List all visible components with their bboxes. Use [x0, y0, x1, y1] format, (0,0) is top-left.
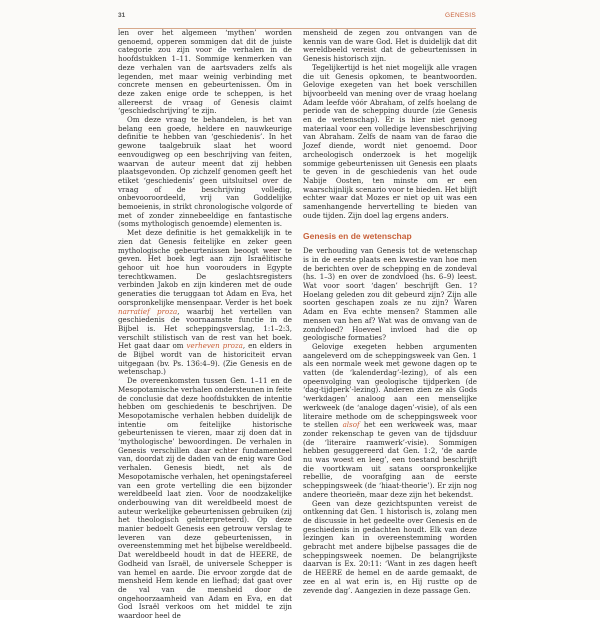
glossary-term: verheven proza — [186, 341, 243, 351]
emphasis-term: alsof — [342, 420, 360, 430]
glossary-term: narratief proza — [118, 306, 178, 316]
paragraph-text: het een werkweek was, maar zonder rekenschap te geven van de tijdsduur (de ‘literaire raamwerk’-visie). Sommigen hebben gesuggereerd dat Gen. 1:2, ‘de aarde nu was woest en leeg’, een toestand beschrijft die voortkwam uit satans oorspronkelijke rebellie, de voorafging aan de eerste scheppingsweek (de ‘hiaat-theorie’). Er zijn nog andere theorieën, maar deze zijn het bekendst. — [303, 420, 477, 499]
left-column — [118, 29, 292, 621]
paragraph: len over het algemeen ‘mythen’ worden genoemd, opperen sommigen dat dit de juiste categorie zou zijn voor de verhalen in de hoofdstukken 1–11. Sommige kenmerken van deze verhalen van de aartsvaders zelfs als legenden, met maar weinig verbinding met concrete mensen en gebeurtenissen. Om in deze zaken enige orde te scheppen, is het allereerst de vraag of Genesis claimt ‘geschiedschrijving’ te zijn. — [118, 28, 292, 116]
page-number: 31 — [118, 12, 126, 19]
paragraph — [303, 343, 477, 500]
running-title: GENESIS — [445, 12, 476, 19]
paragraph: Geen van deze gezichtspunten vereist de ontkenning dat Gen. 1 historisch is, zolang men de discussie in het gedeelte over Genesis en de geschiedenis in gedachten houdt. Elk van deze lezingen kan in overeenstemming worden gebracht met andere bijbelse passages die de scheppingsweek noemen. De belangrijkste daarvan is Ex. 20:11: ‘Want in zes dagen heeft de HEERE de hemel en de aarde gemaakt, de zee en al wat erin is, en Hij rustte op de zevende dag’. Aangezien in deze passage Gen. — [303, 498, 477, 595]
paragraph: Om deze vraag te behandelen, is het van belang een goede, heldere en nauwkeurige definitie te hebben van ‘geschiedenis’. In het gewone taalgebruik slaat het woord eenvoudigweg op een beschrijving van feiten, waarvan de auteur meent dat zij hebben plaatsgevonden. Op zichzelf genomen geeft het etiket ‘geschiedenis’ geen uitsluitsel over de vraag of de beschrijving volledig, onbevooroordeeld, vrij van Goddelijke bemoeienis, in strikt chronologische volgorde of met of zonder zinnebeeldige en fantastische (soms mythologisch genoemde) elementen is. — [118, 115, 292, 229]
right-column — [303, 29, 477, 595]
paragraph: mensheid de zegen zou ontvangen van de kennis van de ware God. Het is duidelijk dat dit wereldbeeld vereist dat de gebeurtenissen in Genesis historisch zijn. — [303, 28, 477, 64]
paragraph-text: Gelovige exegeten hebben argumenten aangeleverd om de scheppingsweek van Gen. 1 als een normale week met gewone dagen op te vatten (de ‘kalenderdag’-lezing), of als een opeenvolging van geologische tijdperken (de ‘dag-tijdperk’-lezing). Anderen zien ze als Gods ‘werkdagen’ analoog aan een menselijke werkweek (de ‘analoge dagen’-visie), of als een literaire methode om de scheppingsweek voor te stellen — [303, 341, 477, 430]
paragraph-text: , waarbij het vertellen van geschiedenis de voornaamste functie in de Bijbel is. Het scheppingsverslag, 1:1–2:3, verschilt stilistisch van de rest van het boek. Het gaat daar om — [118, 306, 292, 351]
paragraph-text: Met deze definitie is het gemakkelijk in te zien dat Genesis feitelijke en zeker geen mythologische gebeurtenissen beoogt weer te geven. Het boek legt aan zijn Israëlitische gehoor uit hoe hun voorouders in Egypte terechtkwamen. De geslachtsregisters verbinden Jakob en zijn kinderen met de oude generaties die teruggaan tot Adam en Eva, het oorspronkelijke mensenpaar. Verder is het boek — [118, 228, 292, 307]
section-heading: Genesis en de wetenschap — [303, 231, 412, 242]
page-header — [118, 10, 476, 29]
paragraph-text: , en elders in de Bijbel wordt van de historiciteit ervan uitgegaan (bv. Ps. 136:4–9). (Zie Genesis en de wetenschap.) — [118, 341, 292, 377]
paragraph: De overeenkomsten tussen Gen. 1–11 en de Mesopotamische verhalen ondersteunen in feite de conclusie dat deze hoofdstukken de intentie hebben om geschiedenis te beschrijven. De Mesopotamische verhalen hebben duidelijk de intentie om feitelijke historische gebeurtenissen te vieren, maar zij doen dat in ‘mythologische’ bewoordingen. De verhalen in Genesis verschillen daar echter fundamenteel van, doordat zij de daden van de enig ware God verhalen. Genesis biedt, net als de Mesopotamische verhalen, het openingstafereel van een grote vertelling die een bijzonder wereldbeeld laat zien. Voor de noodzakelijke onderbouwing van dit wereldbeeld moest de auteur werkelijke gebeurtenissen gebruiken (zij het theologisch geïnterpreteerd). Op deze manier bedoelt Genesis een getrouw verslag te leveren van deze gebeurtenissen, in overeenstemming met het bijbelse wereldbeeld. Dat wereldbeeld houdt in dat de HEERE, de Godheid van Israël, de universele Schepper is van hemel en aarde. Die ervoor zorgde dat de mensheid Hem kende en liefhad; dat gaat over de val van de mensheid door de ongehoorzaamheid van Adam en Eva, en dat God Israël verkoos om het middel te zijn waardoor heel de — [118, 376, 292, 621]
paragraph — [118, 229, 292, 377]
paragraph: De verhouding van Genesis tot de wetenschap is in de eerste plaats een kwestie van hoe men de berichten over de schepping en de zondeval (hs. 1–3) en over de zondvloed (hs. 6–9) leest. Wat voor soort ‘dagen’ beschrijft Gen. 1? Hoelang geleden zou dit gebeurd zijn? Zijn alle soorten geschapen zoals ze nu zijn? Waren Adam en Eva echte mensen? Stammen alle mensen van hen af? Wat was de omvang van de zondvloed? Hoeveel invloed had die op geologische formaties? — [303, 246, 477, 343]
paragraph: Tegelijkertijd is het niet mogelijk alle vragen die uit Genesis opkomen, te beantwoorden. Gelovige exegeten van het boek verschillen bijvoorbeeld van mening over de vraag hoelang Adam leefde vóór Abraham, of zelfs hoelang de periode van de schepping duurde (zie Genesis en de wetenschap). Er is hier niet genoeg materiaal voor een volledige levensbeschrijving van Abraham. Zelfs de naam van de farao die Jozef diende, wordt niet genoemd. Door archeologisch onderzoek is het mogelijk sommige gebeurtenissen uit Genesis een plaats te geven in de geschiedenis van het oude Nabije Oosten, ten minste om er een waarschijnlijk scenario voor te bieden. Het blijft echter waar dat Mozes er niet op uit was een samenhangende hervertelling te bieden van oude tijden. Zijn doel lag ergens anders. — [303, 62, 477, 220]
